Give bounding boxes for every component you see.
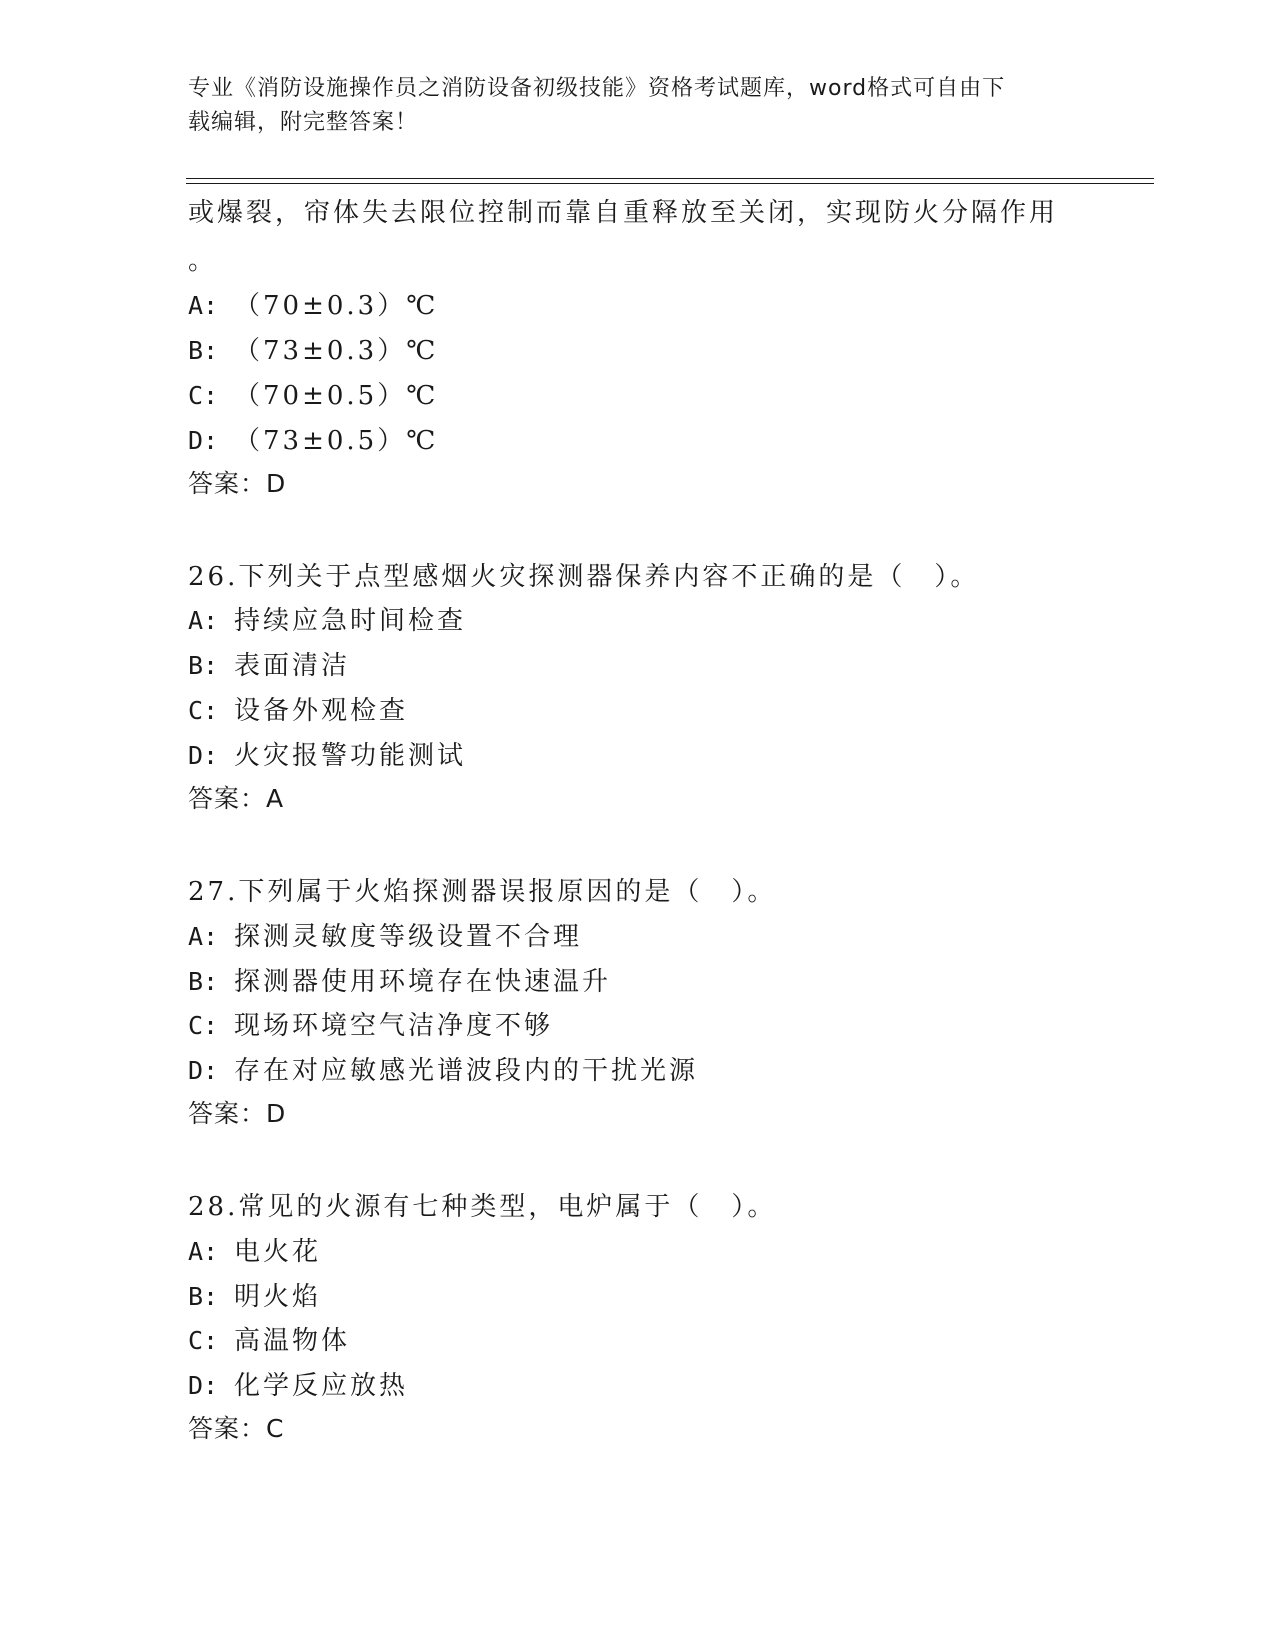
document-header: [188, 72, 1088, 140]
option-text: （73±0.3）℃: [234, 336, 439, 366]
option-text: 电火花: [234, 1237, 322, 1267]
option-text: 存在对应敏感光谱波段内的干扰光源: [234, 1056, 699, 1086]
answer-line: 答案：D: [188, 469, 287, 498]
option-d: [188, 1050, 698, 1087]
option-letter: A:: [188, 922, 219, 951]
option-a: [188, 916, 582, 953]
option-text: 探测器使用环境存在快速温升: [234, 967, 612, 997]
question-continuation-text: 或爆裂，帘体失去限位控制而靠自重释放至关闭，实现防火分隔作用: [188, 198, 1059, 228]
option-letter: D:: [188, 741, 219, 770]
option-text: （73±0.5）℃: [234, 426, 439, 456]
header-line-2: 载编辑，附完整答案！: [188, 110, 419, 135]
answer-line: 答案：A: [188, 784, 285, 813]
option-letter: B:: [188, 967, 219, 996]
question-stem-28: 28.常见的火源有七种类型，电炉属于（ ）。: [188, 1192, 777, 1222]
option-letter: D:: [188, 426, 219, 455]
option-d: [188, 1365, 408, 1402]
option-b: [188, 1276, 321, 1313]
option-text: 表面清洁: [234, 651, 351, 681]
option-letter: C:: [188, 381, 219, 410]
option-text: 火灾报警功能测试: [234, 741, 467, 771]
option-letter: B:: [188, 1282, 219, 1311]
answer-line: 答案：C: [188, 1414, 285, 1443]
option-b: [188, 645, 350, 682]
option-letter: A:: [188, 606, 219, 635]
option-letter: B:: [188, 651, 219, 680]
option-c: [188, 375, 438, 412]
option-text: （70±0.3）℃: [234, 291, 439, 321]
header-divider-double: [186, 183, 1154, 184]
option-letter: D:: [188, 1056, 219, 1085]
header-line-1: 专业《消防设施操作员之消防设备初级技能》资格考试题库，word格式可自由下: [188, 76, 1006, 101]
answer-line: 答案：D: [188, 1099, 287, 1128]
question-stem-27: 27.下列属于火焰探测器误报原因的是（ ）。: [188, 877, 777, 907]
option-letter: C:: [188, 1011, 219, 1040]
option-letter: D:: [188, 1371, 219, 1400]
option-b: [188, 330, 438, 367]
option-d: [188, 735, 466, 772]
question-continuation-tail: 。: [188, 246, 218, 276]
option-c: [188, 690, 408, 727]
option-a: [188, 285, 438, 322]
question-stem-26: 26.下列关于点型感烟火灾探测器保养内容不正确的是（ ）。: [188, 562, 980, 592]
option-a: [188, 600, 466, 637]
option-letter: C:: [188, 696, 219, 725]
header-divider: [186, 178, 1154, 179]
option-text: 高温物体: [234, 1326, 351, 1356]
option-text: 现场环境空气洁净度不够: [234, 1011, 554, 1041]
option-letter: A:: [188, 1237, 219, 1266]
option-c: [188, 1320, 350, 1357]
option-d: [188, 420, 438, 457]
option-text: 化学反应放热: [234, 1371, 409, 1401]
option-b: [188, 961, 611, 998]
option-c: [188, 1005, 553, 1042]
option-text: 设备外观检查: [234, 696, 409, 726]
option-letter: A:: [188, 291, 219, 320]
option-text: （70±0.5）℃: [234, 381, 439, 411]
option-a: [188, 1231, 321, 1268]
option-letter: B:: [188, 336, 219, 365]
option-letter: C:: [188, 1326, 219, 1355]
option-text: 探测灵敏度等级设置不合理: [234, 922, 583, 952]
option-text: 明火焰: [234, 1282, 322, 1312]
option-text: 持续应急时间检查: [234, 606, 467, 636]
